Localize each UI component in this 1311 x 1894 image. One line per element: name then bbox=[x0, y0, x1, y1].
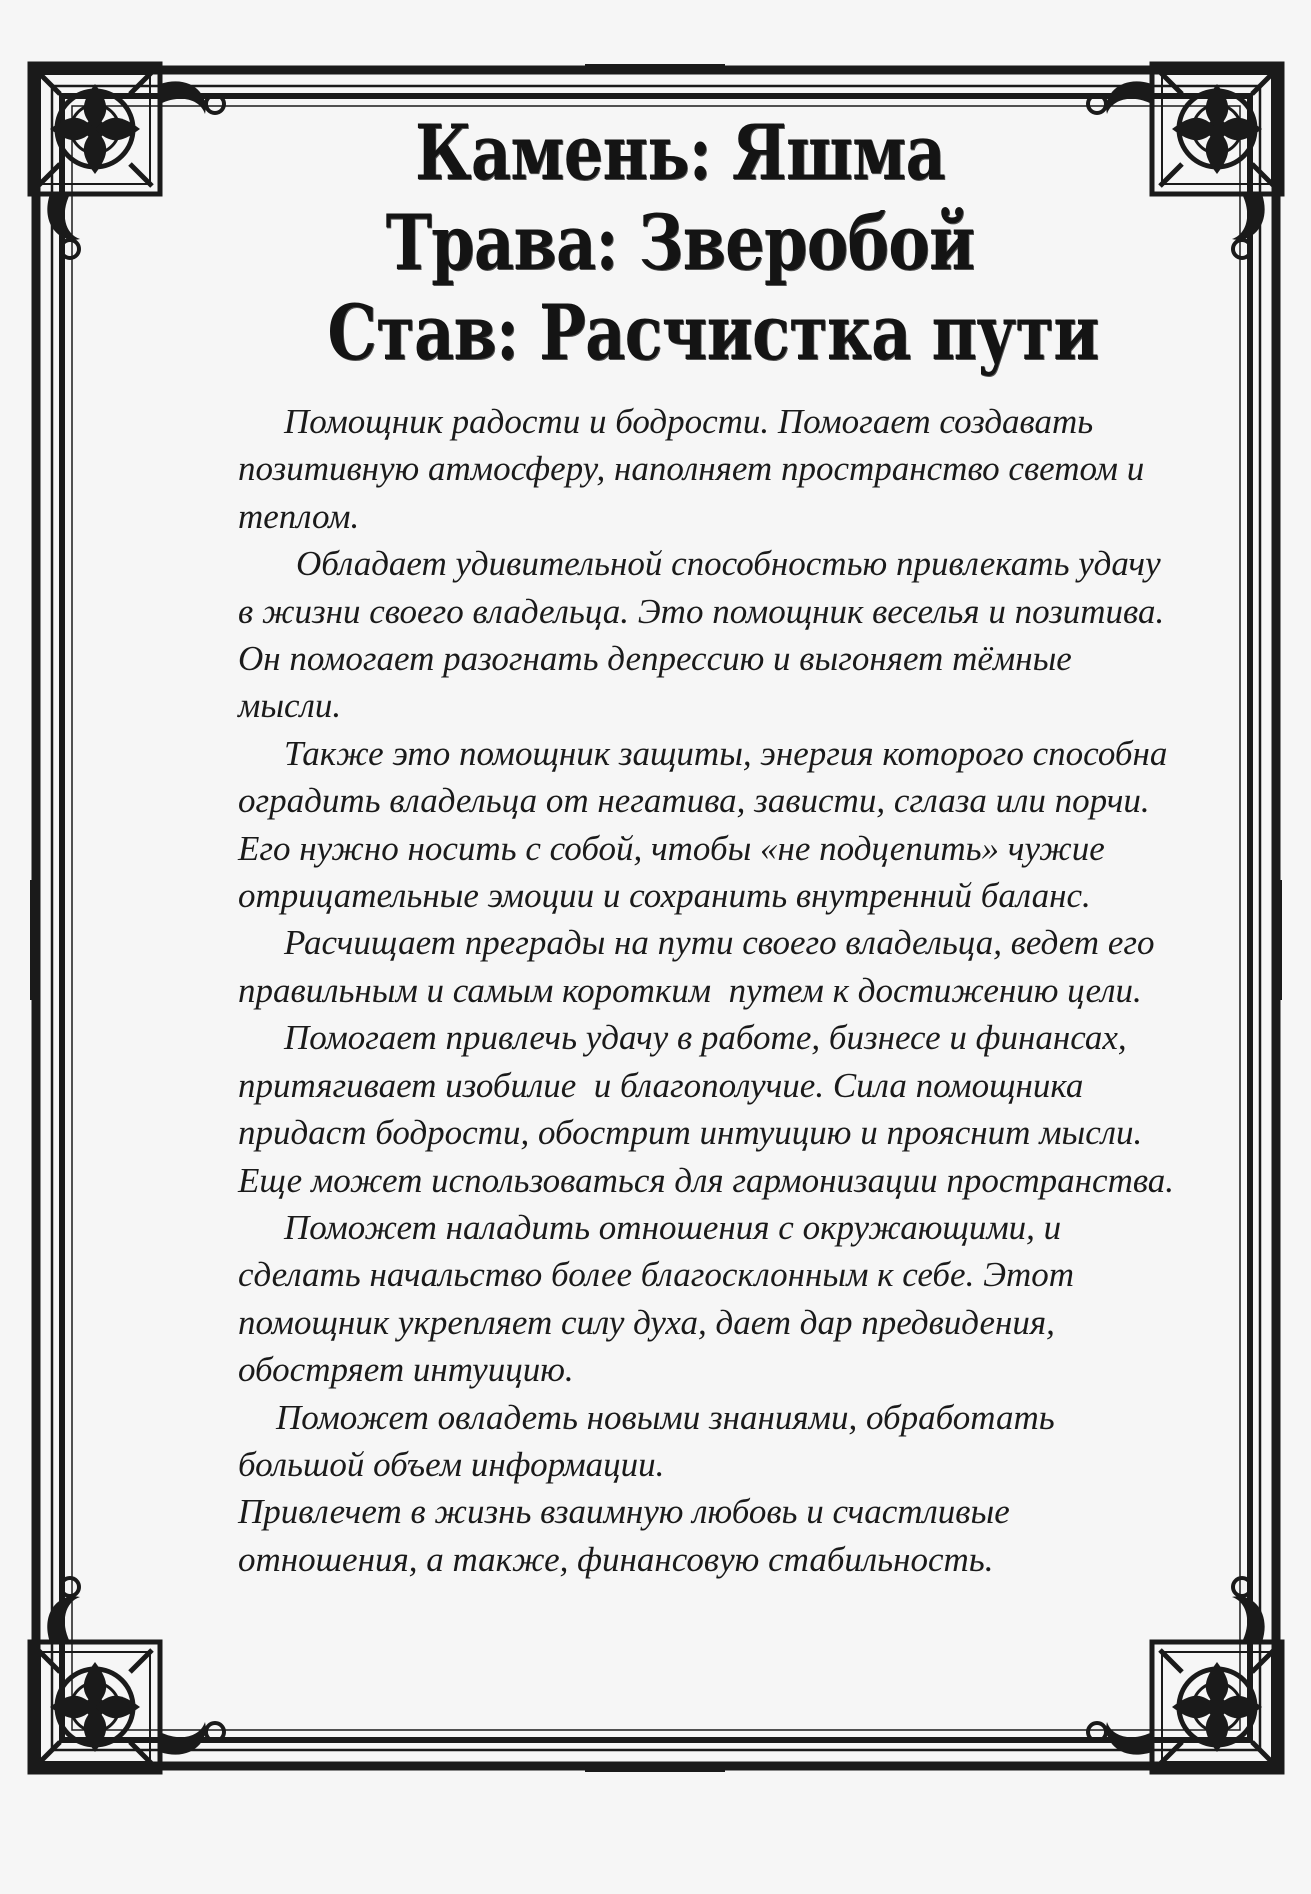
paragraph: Поможет наладить отношения с окружающими, и сделать начальство более благосклонным к себе. Этот помощник укрепляет силу духа, дает дар предвидения, обостряет интуицию. bbox=[238, 1207, 1083, 1390]
paragraph: Поможет овладеть новыми знаниями, обработать большой объем информации. bbox=[238, 1397, 1064, 1484]
paragraph: Также это помощник защиты, энергия которого способна оградить владельца от негатива, зависти, сглаза или порчи. Его нужно носить с собой, чтобы «не подцепить» чужие отрицательные эмоции и сохранить внутренний баланс. bbox=[238, 733, 1177, 916]
title-stone: Камень: Яшма bbox=[414, 108, 946, 197]
paragraph: Помогает привлечь удачу в работе, бизнесе и финансах, притягивает изобилие и благополучие. Сила помощника придаст бодрости, обострит интуицию и прояснит мысли. Еще может использоваться для гармонизации пространства. bbox=[238, 1018, 1175, 1200]
paragraph: Обладает удивительной способностью привлекать удачу в жизни своего владельца. Это помощник веселья и позитива. Он помогает разогнать депрессию и выгоняет тёмные мысли. bbox=[238, 544, 1174, 726]
paragraph: Расчищает преграды на пути своего владельца, ведет его правильным и самым коротким путем к достижению цели. bbox=[238, 923, 1164, 1010]
paragraph: Привлечет в жизнь взаимную любовь и счастливые отношения, а также, финансовую стабильность. bbox=[238, 1492, 1019, 1579]
title-stav: Став: Расчистка пути bbox=[327, 288, 1099, 377]
title-block bbox=[250, 108, 1110, 378]
description-text bbox=[238, 398, 1178, 1583]
paragraph: Помощник радости и бодрости. Помогает создавать позитивную атмосферу, наполняет пространство светом и теплом. bbox=[238, 402, 1154, 536]
title-herb: Трава: Зверобой bbox=[385, 198, 975, 287]
